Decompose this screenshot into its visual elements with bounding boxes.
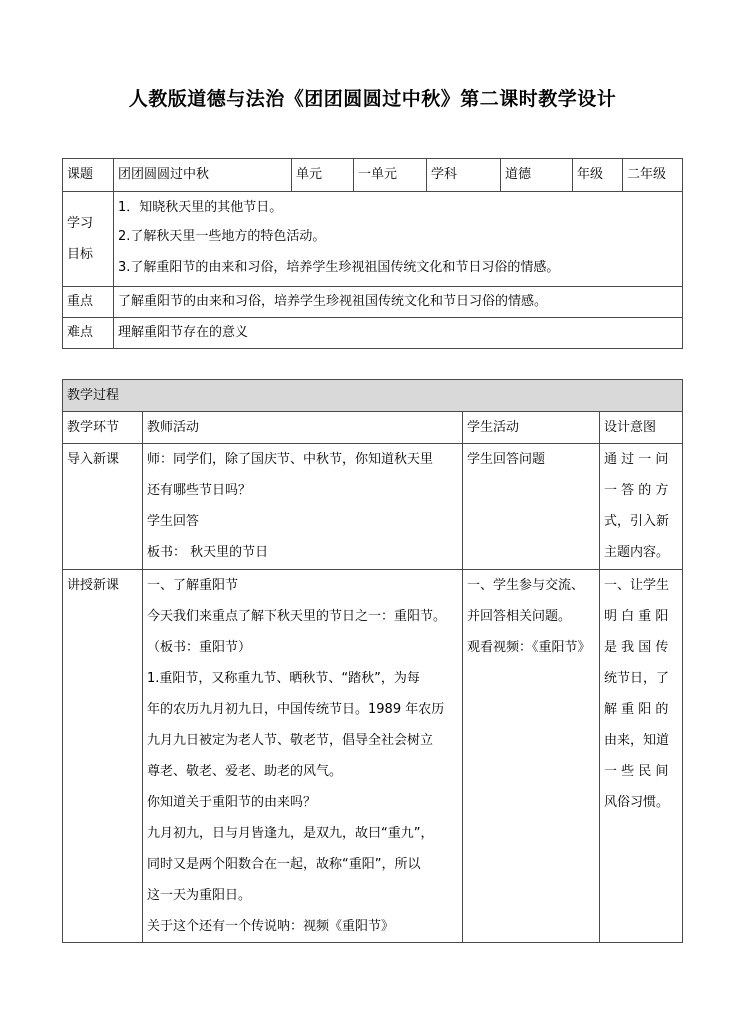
intent-line: 风俗习惯。	[604, 795, 670, 810]
student-line: 观看视频：《重阳节》	[467, 640, 591, 655]
intent-line: 是 我 国 传	[604, 640, 669, 655]
subject-value: 道德	[501, 159, 573, 192]
student-cell	[463, 444, 600, 570]
unit-label: 单元	[292, 159, 354, 192]
teacher-line: 还有哪些节日吗？	[147, 483, 252, 498]
teacher-line: 1.重阳节，又称重九节、晒秋节、“踏秋”，为每	[147, 671, 420, 686]
intent-cell	[600, 444, 683, 570]
intent-line: 由来，知道	[604, 733, 670, 748]
grade-value: 二年级	[623, 159, 683, 192]
teacher-line: 学生回答	[147, 514, 200, 529]
intent-cell	[600, 570, 683, 943]
intent-line: 解 重 阳 的	[604, 702, 669, 717]
teacher-line: 师：同学们，除了国庆节、中秋节，你知道秋天里	[147, 452, 434, 467]
teacher-line: 今天我们来重点了解下秋天里的节日之一：重阳节。	[147, 609, 447, 624]
process-header: 教学过程	[63, 380, 683, 412]
difficult-value: 理解重阳节存在的意义	[114, 318, 683, 349]
column-header-stage: 教学环节	[63, 412, 143, 444]
stage-label: 导入新课	[67, 452, 120, 467]
info-table	[62, 158, 683, 349]
grade-label: 年级	[573, 159, 623, 192]
stage-cell	[63, 570, 143, 943]
teacher-line: （板书：重阳节）	[147, 640, 252, 655]
intent-line: 明 白 重 阳	[604, 609, 669, 624]
student-line: 一、学生参与交流、	[467, 578, 585, 593]
teacher-cell	[143, 444, 463, 570]
stage-cell	[63, 444, 143, 570]
key-label: 重点	[63, 287, 114, 318]
column-header-teacher: 教师活动	[143, 412, 463, 444]
process-table	[62, 379, 683, 943]
student-line: 学生回答问题	[467, 452, 546, 467]
teacher-line: 九月九日被定为老人节、敬老节，倡导全社会树立	[147, 733, 434, 748]
student-line: 并回答相关问题。	[467, 609, 572, 624]
stage-label: 讲授新课	[67, 578, 120, 593]
topic-value: 团团圆圆过中秋	[114, 159, 292, 192]
teacher-line: 一、了解重阳节	[147, 578, 239, 593]
teacher-line: 九月初九，日与月皆逢九，是双九，故曰“重九”，	[147, 826, 434, 841]
teacher-line: 这一天为重阳日。	[147, 888, 252, 903]
goals-label-line-2: 目标	[67, 247, 94, 262]
intent-line: 式，引入新	[604, 514, 670, 529]
intent-line: 一 答 的 方	[604, 483, 669, 498]
teacher-line: 板书： 秋天里的节日	[147, 545, 269, 560]
teacher-line: 年的农历九月初九日，中国传统节日。1989 年农历	[147, 702, 445, 717]
teacher-line: 同时又是两个阳数合在一起，故称“重阳”，所以	[147, 857, 421, 872]
teacher-line: 你知道关于重阳节的由来吗？	[147, 795, 317, 810]
teacher-cell	[143, 570, 463, 943]
intent-line: 主题内容。	[604, 545, 670, 560]
difficult-label: 难点	[63, 318, 114, 349]
column-header-student: 学生活动	[463, 412, 600, 444]
unit-value: 一单元	[354, 159, 427, 192]
student-cell	[463, 570, 600, 943]
subject-label: 学科	[427, 159, 501, 192]
goals-list	[114, 192, 683, 287]
intent-line: 一 些 民 间	[604, 764, 669, 779]
intent-line: 通 过 一 问	[604, 452, 669, 467]
teacher-line: 关于这个还有一个传说呐：视频《重阳节》	[147, 919, 395, 934]
topic-label: 课题	[63, 159, 114, 192]
intent-line: 统节日，了	[604, 671, 670, 686]
goal-item: 1．知晓秋天里的其他节日。	[118, 200, 283, 215]
column-header-intent: 设计意图	[600, 412, 683, 444]
goals-label	[63, 192, 114, 287]
document-title: 人教版道德与法治《团团圆圆过中秋》第二课时教学设计	[128, 88, 617, 110]
goals-label-line-1: 学习	[67, 216, 94, 231]
table-row	[63, 444, 683, 570]
goal-item: 3.了解重阳节的由来和习俗，培养学生珍视祖国传统文化和节日习俗的情感。	[118, 260, 560, 275]
goal-item: 2.了解秋天里一些地方的特色活动。	[118, 229, 326, 244]
teacher-line: 尊老、敬老、爱老、助老的风气。	[147, 764, 343, 779]
key-value: 了解重阳节的由来和习俗，培养学生珍视祖国传统文化和节日习俗的情感。	[114, 287, 683, 318]
table-row	[63, 570, 683, 943]
intent-line: 一、让学生	[604, 578, 670, 593]
